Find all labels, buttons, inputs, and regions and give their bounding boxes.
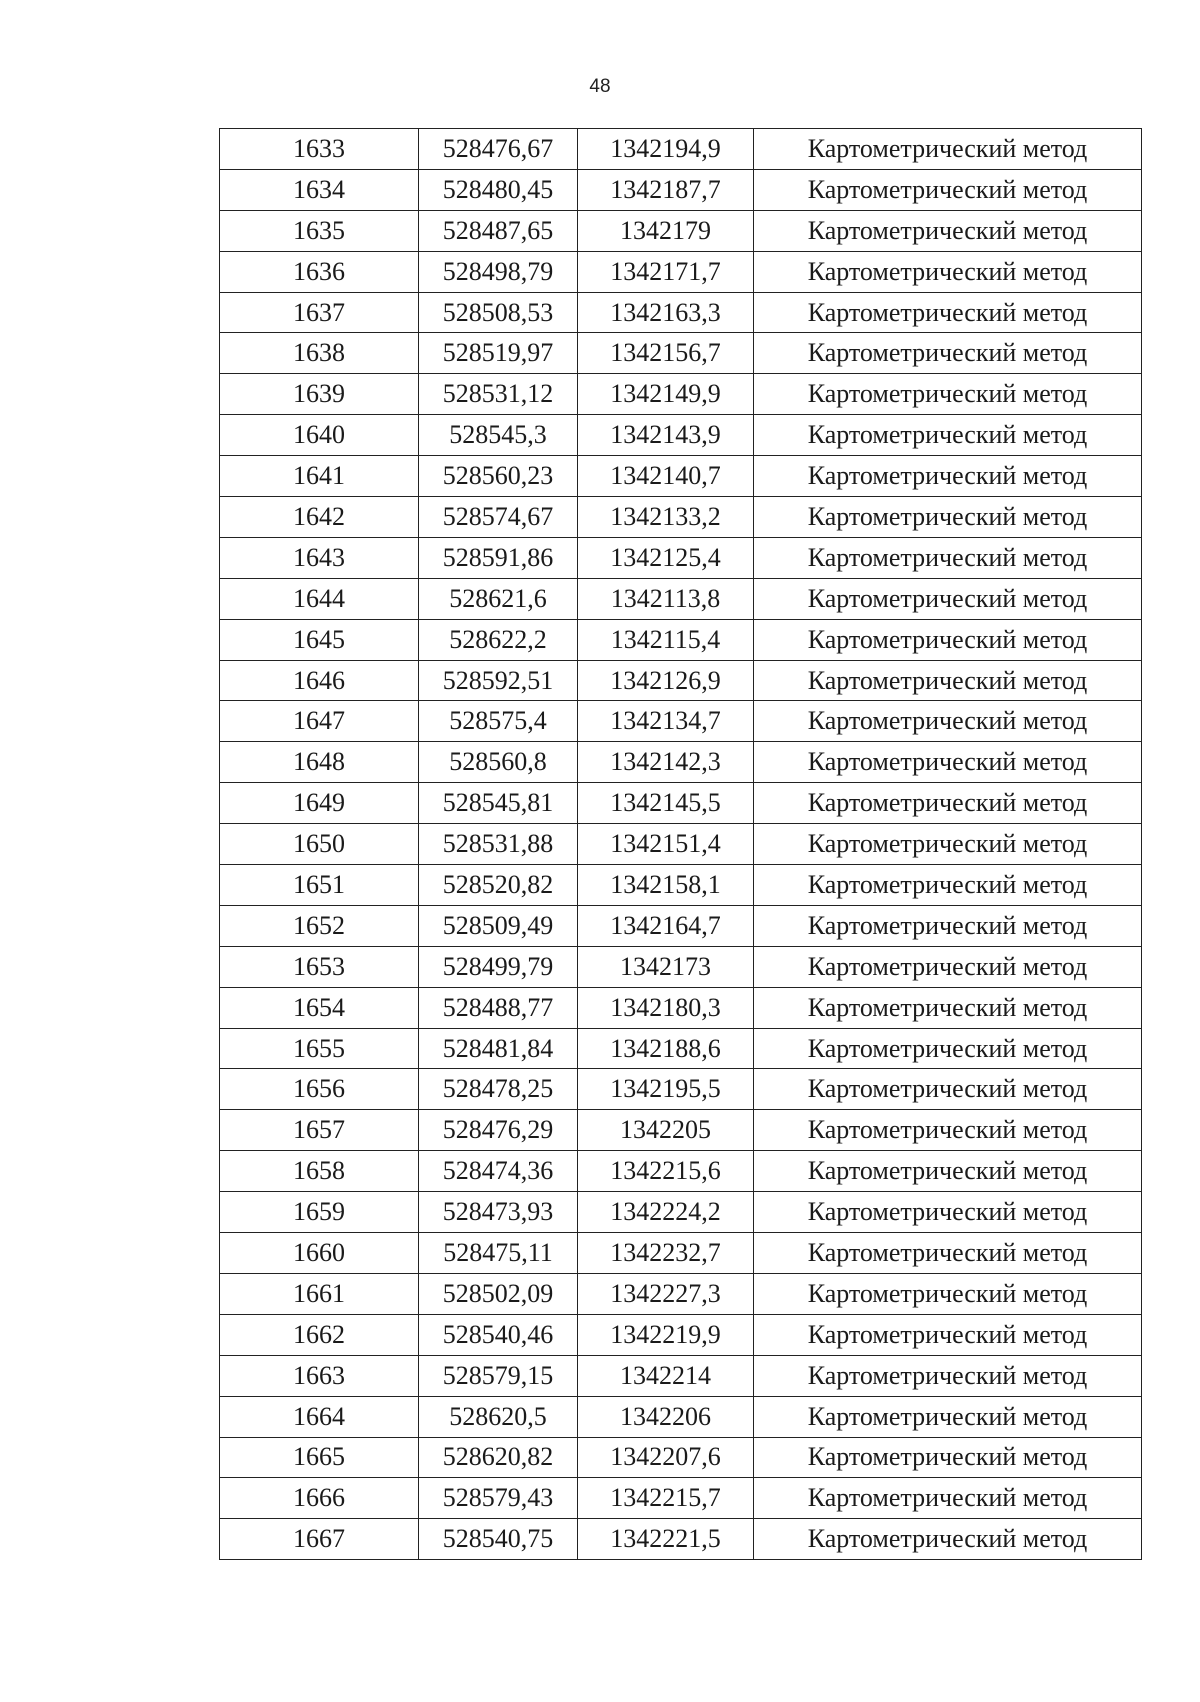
table-row <box>220 865 1142 906</box>
point-number-cell: 1643 <box>220 537 419 578</box>
y-coordinate-cell: 1342171,7 <box>578 251 754 292</box>
method-cell: Картометрический метод <box>754 578 1142 619</box>
point-number-cell: 1635 <box>220 210 419 251</box>
x-coordinate-cell: 528531,88 <box>419 824 578 865</box>
method-cell: Картометрический метод <box>754 865 1142 906</box>
point-number-cell: 1660 <box>220 1233 419 1274</box>
x-coordinate-cell: 528545,81 <box>419 783 578 824</box>
y-coordinate-cell: 1342224,2 <box>578 1192 754 1233</box>
table-row <box>220 578 1142 619</box>
method-cell: Картометрический метод <box>754 987 1142 1028</box>
method-cell: Картометрический метод <box>754 497 1142 538</box>
method-cell: Картометрический метод <box>754 415 1142 456</box>
x-coordinate-cell: 528519,97 <box>419 333 578 374</box>
method-cell: Картометрический метод <box>754 742 1142 783</box>
method-cell: Картометрический метод <box>754 1478 1142 1519</box>
y-coordinate-cell: 1342219,9 <box>578 1314 754 1355</box>
method-cell: Картометрический метод <box>754 129 1142 170</box>
table-row <box>220 292 1142 333</box>
table-row <box>220 619 1142 660</box>
table-row <box>220 537 1142 578</box>
x-coordinate-cell: 528540,46 <box>419 1314 578 1355</box>
x-coordinate-cell: 528480,45 <box>419 169 578 210</box>
x-coordinate-cell: 528620,5 <box>419 1396 578 1437</box>
y-coordinate-cell: 1342179 <box>578 210 754 251</box>
point-number-cell: 1655 <box>220 1028 419 1069</box>
point-number-cell: 1661 <box>220 1273 419 1314</box>
y-coordinate-cell: 1342143,9 <box>578 415 754 456</box>
x-coordinate-cell: 528520,82 <box>419 865 578 906</box>
x-coordinate-cell: 528579,15 <box>419 1355 578 1396</box>
method-cell: Картометрический метод <box>754 537 1142 578</box>
table-row <box>220 1192 1142 1233</box>
x-coordinate-cell: 528499,79 <box>419 946 578 987</box>
point-number-cell: 1665 <box>220 1437 419 1478</box>
y-coordinate-cell: 1342156,7 <box>578 333 754 374</box>
x-coordinate-cell: 528508,53 <box>419 292 578 333</box>
point-number-cell: 1633 <box>220 129 419 170</box>
x-coordinate-cell: 528545,3 <box>419 415 578 456</box>
point-number-cell: 1652 <box>220 905 419 946</box>
method-cell: Картометрический метод <box>754 456 1142 497</box>
table-row <box>220 497 1142 538</box>
y-coordinate-cell: 1342215,6 <box>578 1151 754 1192</box>
x-coordinate-cell: 528620,82 <box>419 1437 578 1478</box>
method-cell: Картометрический метод <box>754 824 1142 865</box>
point-number-cell: 1642 <box>220 497 419 538</box>
method-cell: Картометрический метод <box>754 1396 1142 1437</box>
y-coordinate-cell: 1342151,4 <box>578 824 754 865</box>
point-number-cell: 1640 <box>220 415 419 456</box>
method-cell: Картометрический метод <box>754 905 1142 946</box>
point-number-cell: 1650 <box>220 824 419 865</box>
method-cell: Картометрический метод <box>754 210 1142 251</box>
method-cell: Картометрический метод <box>754 251 1142 292</box>
point-number-cell: 1645 <box>220 619 419 660</box>
point-number-cell: 1634 <box>220 169 419 210</box>
table-row <box>220 1110 1142 1151</box>
x-coordinate-cell: 528478,25 <box>419 1069 578 1110</box>
x-coordinate-cell: 528574,67 <box>419 497 578 538</box>
y-coordinate-cell: 1342173 <box>578 946 754 987</box>
x-coordinate-cell: 528488,77 <box>419 987 578 1028</box>
x-coordinate-cell: 528592,51 <box>419 660 578 701</box>
method-cell: Картометрический метод <box>754 1233 1142 1274</box>
table-row <box>220 374 1142 415</box>
page-number: 48 <box>589 76 611 97</box>
method-cell: Картометрический метод <box>754 1110 1142 1151</box>
y-coordinate-cell: 1342125,4 <box>578 537 754 578</box>
point-number-cell: 1657 <box>220 1110 419 1151</box>
table-row <box>220 660 1142 701</box>
table-row <box>220 1437 1142 1478</box>
point-number-cell: 1636 <box>220 251 419 292</box>
x-coordinate-cell: 528591,86 <box>419 537 578 578</box>
x-coordinate-cell: 528575,4 <box>419 701 578 742</box>
y-coordinate-cell: 1342195,5 <box>578 1069 754 1110</box>
x-coordinate-cell: 528475,11 <box>419 1233 578 1274</box>
x-coordinate-cell: 528476,67 <box>419 129 578 170</box>
x-coordinate-cell: 528621,6 <box>419 578 578 619</box>
x-coordinate-cell: 528579,43 <box>419 1478 578 1519</box>
y-coordinate-cell: 1342188,6 <box>578 1028 754 1069</box>
y-coordinate-cell: 1342115,4 <box>578 619 754 660</box>
y-coordinate-cell: 1342187,7 <box>578 169 754 210</box>
y-coordinate-cell: 1342126,9 <box>578 660 754 701</box>
table-row <box>220 251 1142 292</box>
x-coordinate-cell: 528502,09 <box>419 1273 578 1314</box>
y-coordinate-cell: 1342158,1 <box>578 865 754 906</box>
point-number-cell: 1658 <box>220 1151 419 1192</box>
point-number-cell: 1659 <box>220 1192 419 1233</box>
table-row <box>220 701 1142 742</box>
y-coordinate-cell: 1342206 <box>578 1396 754 1437</box>
table-row <box>220 1396 1142 1437</box>
table-row <box>220 905 1142 946</box>
y-coordinate-cell: 1342134,7 <box>578 701 754 742</box>
y-coordinate-cell: 1342194,9 <box>578 129 754 170</box>
method-cell: Картометрический метод <box>754 292 1142 333</box>
y-coordinate-cell: 1342142,3 <box>578 742 754 783</box>
method-cell: Картометрический метод <box>754 619 1142 660</box>
x-coordinate-cell: 528509,49 <box>419 905 578 946</box>
method-cell: Картометрический метод <box>754 333 1142 374</box>
x-coordinate-cell: 528560,8 <box>419 742 578 783</box>
x-coordinate-cell: 528481,84 <box>419 1028 578 1069</box>
point-number-cell: 1646 <box>220 660 419 701</box>
method-cell: Картометрический метод <box>754 169 1142 210</box>
point-number-cell: 1666 <box>220 1478 419 1519</box>
y-coordinate-cell: 1342149,9 <box>578 374 754 415</box>
point-number-cell: 1662 <box>220 1314 419 1355</box>
point-number-cell: 1644 <box>220 578 419 619</box>
y-coordinate-cell: 1342140,7 <box>578 456 754 497</box>
point-number-cell: 1667 <box>220 1519 419 1560</box>
y-coordinate-cell: 1342133,2 <box>578 497 754 538</box>
method-cell: Картометрический метод <box>754 1437 1142 1478</box>
table-row <box>220 169 1142 210</box>
y-coordinate-cell: 1342163,3 <box>578 292 754 333</box>
y-coordinate-cell: 1342113,8 <box>578 578 754 619</box>
table-row <box>220 1519 1142 1560</box>
coordinates-table <box>219 128 1142 1560</box>
method-cell: Картометрический метод <box>754 1519 1142 1560</box>
table-row <box>220 1314 1142 1355</box>
method-cell: Картометрический метод <box>754 1355 1142 1396</box>
y-coordinate-cell: 1342145,5 <box>578 783 754 824</box>
table-row <box>220 456 1142 497</box>
table-row <box>220 1355 1142 1396</box>
table-row <box>220 415 1142 456</box>
point-number-cell: 1647 <box>220 701 419 742</box>
point-number-cell: 1653 <box>220 946 419 987</box>
method-cell: Картометрический метод <box>754 1314 1142 1355</box>
x-coordinate-cell: 528560,23 <box>419 456 578 497</box>
table-row <box>220 1233 1142 1274</box>
table-row <box>220 1069 1142 1110</box>
table-body <box>220 129 1142 1560</box>
x-coordinate-cell: 528473,93 <box>419 1192 578 1233</box>
method-cell: Картометрический метод <box>754 1273 1142 1314</box>
method-cell: Картометрический метод <box>754 1069 1142 1110</box>
table-row <box>220 742 1142 783</box>
y-coordinate-cell: 1342214 <box>578 1355 754 1396</box>
y-coordinate-cell: 1342215,7 <box>578 1478 754 1519</box>
table-row <box>220 129 1142 170</box>
x-coordinate-cell: 528476,29 <box>419 1110 578 1151</box>
point-number-cell: 1664 <box>220 1396 419 1437</box>
y-coordinate-cell: 1342164,7 <box>578 905 754 946</box>
point-number-cell: 1651 <box>220 865 419 906</box>
table-row <box>220 824 1142 865</box>
point-number-cell: 1656 <box>220 1069 419 1110</box>
point-number-cell: 1637 <box>220 292 419 333</box>
y-coordinate-cell: 1342207,6 <box>578 1437 754 1478</box>
method-cell: Картометрический метод <box>754 946 1142 987</box>
method-cell: Картометрический метод <box>754 1151 1142 1192</box>
y-coordinate-cell: 1342205 <box>578 1110 754 1151</box>
x-coordinate-cell: 528487,65 <box>419 210 578 251</box>
x-coordinate-cell: 528498,79 <box>419 251 578 292</box>
table-row <box>220 1028 1142 1069</box>
y-coordinate-cell: 1342221,5 <box>578 1519 754 1560</box>
method-cell: Картометрический метод <box>754 1028 1142 1069</box>
point-number-cell: 1654 <box>220 987 419 1028</box>
point-number-cell: 1648 <box>220 742 419 783</box>
table-row <box>220 1478 1142 1519</box>
table-row <box>220 946 1142 987</box>
point-number-cell: 1649 <box>220 783 419 824</box>
table-row <box>220 987 1142 1028</box>
x-coordinate-cell: 528540,75 <box>419 1519 578 1560</box>
table-row <box>220 333 1142 374</box>
table-row <box>220 1151 1142 1192</box>
point-number-cell: 1638 <box>220 333 419 374</box>
point-number-cell: 1639 <box>220 374 419 415</box>
y-coordinate-cell: 1342180,3 <box>578 987 754 1028</box>
table-row <box>220 210 1142 251</box>
y-coordinate-cell: 1342227,3 <box>578 1273 754 1314</box>
table-row <box>220 1273 1142 1314</box>
method-cell: Картометрический метод <box>754 1192 1142 1233</box>
y-coordinate-cell: 1342232,7 <box>578 1233 754 1274</box>
method-cell: Картометрический метод <box>754 660 1142 701</box>
x-coordinate-cell: 528622,2 <box>419 619 578 660</box>
x-coordinate-cell: 528474,36 <box>419 1151 578 1192</box>
method-cell: Картометрический метод <box>754 374 1142 415</box>
table-row <box>220 783 1142 824</box>
point-number-cell: 1663 <box>220 1355 419 1396</box>
method-cell: Картометрический метод <box>754 701 1142 742</box>
x-coordinate-cell: 528531,12 <box>419 374 578 415</box>
point-number-cell: 1641 <box>220 456 419 497</box>
method-cell: Картометрический метод <box>754 783 1142 824</box>
